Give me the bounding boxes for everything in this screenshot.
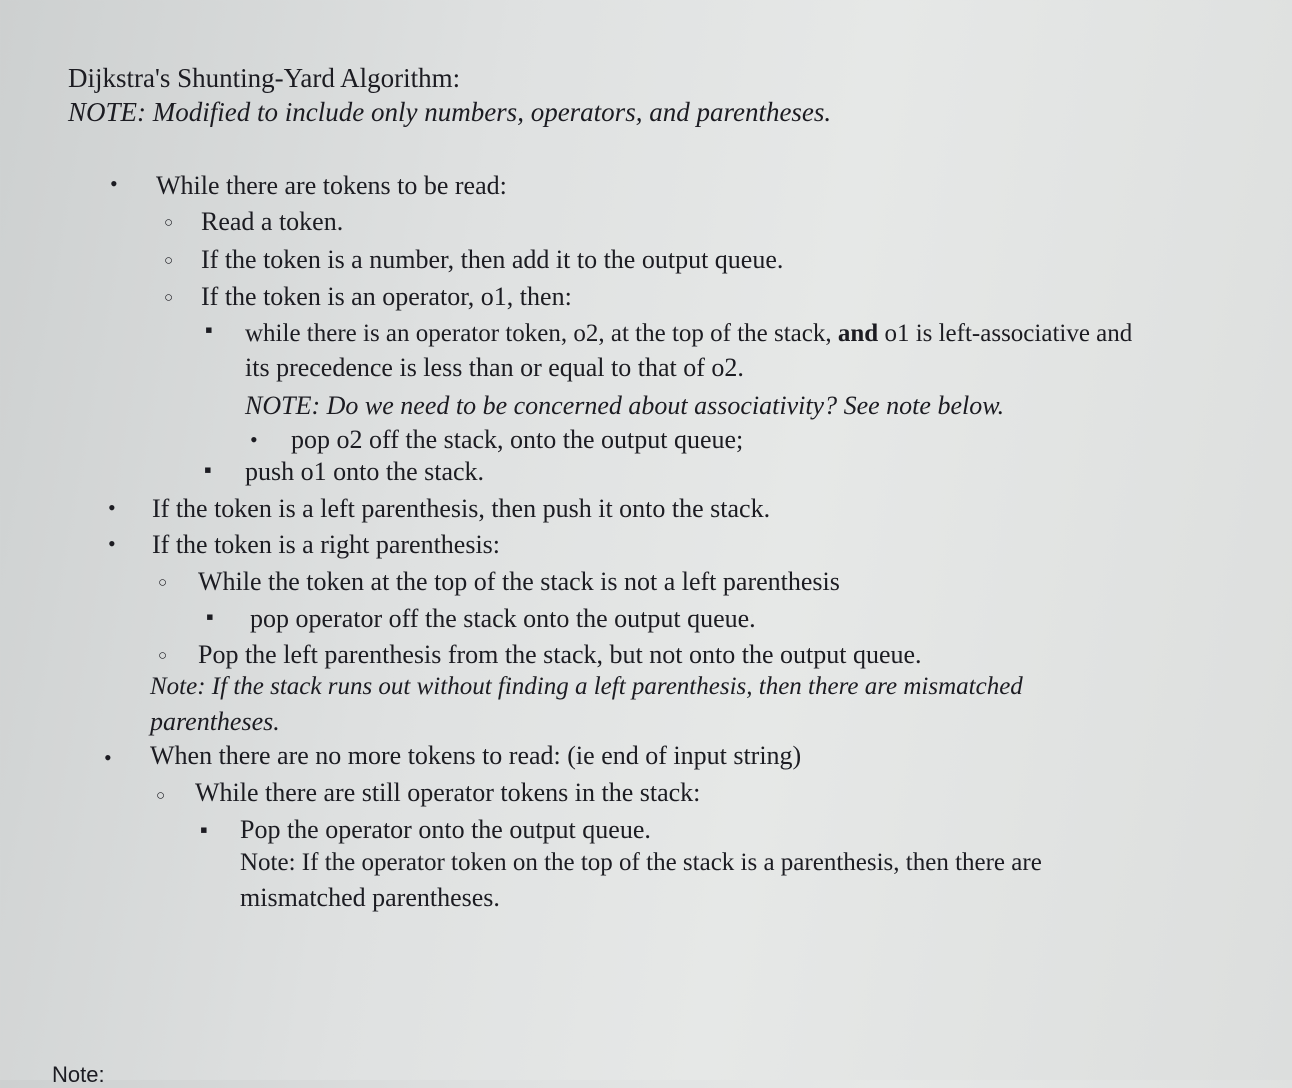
- text-span: o1 is left-associative and: [884, 320, 1133, 347]
- bullet-square: [206, 601, 214, 633]
- list-item: pop o2 off the stack, onto the output queue;: [291, 425, 744, 454]
- list-item: While the token at the top of the stack is not a left parenthesis: [198, 567, 840, 596]
- list-item: push o1 onto the stack.: [245, 457, 485, 486]
- bullet-disc: [250, 424, 258, 456]
- text-span: while there is an operator token, o2, at the top of the stack,: [245, 320, 832, 347]
- bullet-square: [200, 814, 208, 846]
- list-item: Pop the left parenthesis from the stack, but not onto the output queue.: [198, 640, 922, 669]
- bullet-circle: [164, 242, 173, 277]
- bullet-square: [205, 314, 213, 346]
- list-item: If the token is a left parenthesis, then push it onto the stack.: [152, 494, 771, 523]
- bullet-circle: [164, 204, 173, 239]
- list-item: Pop the operator onto the output queue.: [240, 815, 651, 844]
- bullet-disc: [104, 742, 112, 774]
- italic-note: NOTE: Do we need to be concerned about associativity? See note below.: [245, 391, 1005, 420]
- bullet-circle: [164, 279, 173, 314]
- bullet-circle: [158, 564, 167, 599]
- bottom-note-label: Note:: [52, 1062, 105, 1087]
- list-item: While there are tokens to be read:: [156, 171, 507, 200]
- bullet-disc: [108, 492, 116, 524]
- bullet-circle: [156, 777, 165, 812]
- list-item: If the token is a right parenthesis:: [152, 530, 501, 559]
- list-item: If the token is a number, then add it to the output queue.: [201, 245, 784, 274]
- document-title: Dijkstra's Shunting-Yard Algorithm:: [68, 63, 461, 93]
- bullet-disc: [110, 168, 118, 200]
- list-item: When there are no more tokens to read: (ie end of input string): [150, 741, 802, 770]
- list-item: Read a token.: [201, 207, 344, 236]
- bullet-square: [204, 454, 212, 486]
- italic-note: Note: If the stack runs out without finding a left parenthesis, then there are mismatched: [150, 673, 1023, 700]
- list-item: [245, 318, 1132, 350]
- list-item-note-continuation: mismatched parentheses.: [240, 883, 500, 912]
- list-item-continuation: its precedence is less than or equal to that of o2.: [245, 353, 744, 382]
- list-item: If the token is an operator, o1, then:: [201, 282, 572, 311]
- bullet-circle: [158, 637, 167, 672]
- bullet-disc: [108, 528, 116, 560]
- list-item-note: Note: If the operator token on the top of the stack is a parenthesis, then there are: [240, 849, 1042, 876]
- bold-text: and: [837, 320, 879, 347]
- subtitle-note: NOTE: Modified to include only numbers, operators, and parentheses.: [68, 97, 832, 127]
- list-item: pop operator off the stack onto the output queue.: [250, 604, 756, 633]
- italic-note-continuation: parentheses.: [150, 707, 280, 736]
- list-item: While there are still operator tokens in the stack:: [195, 778, 701, 807]
